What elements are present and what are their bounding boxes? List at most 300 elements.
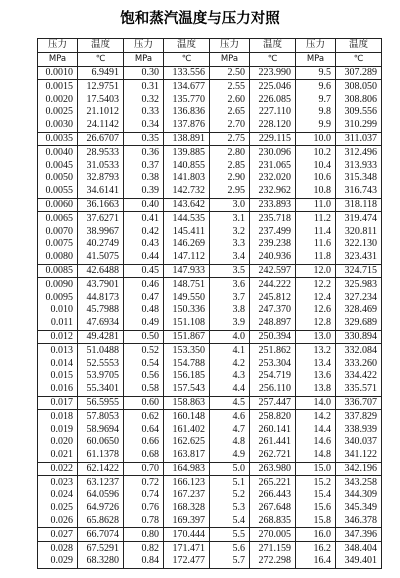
temperature-cell: 135.770 <box>164 93 210 106</box>
temperature-cell: 250.394 <box>250 330 296 344</box>
pressure-cell: 3.1 <box>210 212 250 225</box>
temperature-cell: 49.4281 <box>78 330 124 344</box>
pressure-cell: 0.020 <box>38 436 78 449</box>
temperature-cell: 348.404 <box>336 542 382 555</box>
pressure-cell: 12.4 <box>296 291 336 304</box>
table-row <box>38 198 382 212</box>
pressure-cell: 0.024 <box>38 489 78 502</box>
temperature-cell: 316.743 <box>336 185 382 198</box>
pressure-cell: 12.8 <box>296 317 336 330</box>
temperature-cell: 315.348 <box>336 172 382 185</box>
pressure-cell: 0.40 <box>124 198 164 212</box>
temperature-cell: 44.8173 <box>78 291 124 304</box>
temperature-cell: 336.707 <box>336 396 382 410</box>
temperature-cell: 327.234 <box>336 291 382 304</box>
temperature-cell: 320.811 <box>336 225 382 238</box>
temperature-cell: 227.110 <box>250 106 296 119</box>
pressure-cell: 12.0 <box>296 264 336 278</box>
temperature-cell: 61.1378 <box>78 449 124 462</box>
temperature-cell: 313.933 <box>336 159 382 172</box>
temperature-cell: 138.891 <box>164 132 210 146</box>
header-pressure: 压力 <box>296 39 336 53</box>
temperature-cell: 263.980 <box>250 462 296 476</box>
temperature-cell: 58.9694 <box>78 423 124 436</box>
pressure-cell: 3.7 <box>210 291 250 304</box>
pressure-cell: 0.36 <box>124 146 164 159</box>
pressure-cell: 15.0 <box>296 462 336 476</box>
temperature-cell: 133.556 <box>164 66 210 80</box>
temperature-cell: 333.260 <box>336 357 382 370</box>
pressure-cell: 11.6 <box>296 238 336 251</box>
temperature-cell: 325.983 <box>336 278 382 291</box>
pressure-cell: 0.0035 <box>38 132 78 146</box>
pressure-cell: 11.4 <box>296 225 336 238</box>
temperature-cell: 63.1237 <box>78 476 124 489</box>
pressure-cell: 0.010 <box>38 304 78 317</box>
temperature-cell: 337.829 <box>336 410 382 423</box>
temperature-cell: 31.0533 <box>78 159 124 172</box>
pressure-cell: 13.6 <box>296 370 336 383</box>
pressure-cell: 2.85 <box>210 159 250 172</box>
pressure-cell: 0.68 <box>124 449 164 462</box>
pressure-cell: 2.90 <box>210 172 250 185</box>
temperature-cell: 312.496 <box>336 146 382 159</box>
temperature-cell: 232.020 <box>250 172 296 185</box>
pressure-cell: 9.5 <box>296 66 336 80</box>
unit-cell: MPa <box>124 52 164 66</box>
temperature-cell: 228.120 <box>250 119 296 132</box>
pressure-cell: 5.0 <box>210 462 250 476</box>
pressure-cell: 14.8 <box>296 449 336 462</box>
temperature-cell: 318.118 <box>336 198 382 212</box>
temperature-cell: 172.477 <box>164 555 210 568</box>
temperature-cell: 324.715 <box>336 264 382 278</box>
pressure-cell: 0.0015 <box>38 80 78 93</box>
table-row <box>38 528 382 542</box>
temperature-cell: 139.885 <box>164 146 210 159</box>
temperature-cell: 136.836 <box>164 106 210 119</box>
temperature-cell: 338.939 <box>336 423 382 436</box>
temperature-cell: 47.6934 <box>78 317 124 330</box>
table-row <box>38 159 382 172</box>
table-row <box>38 476 382 489</box>
temperature-cell: 330.894 <box>336 330 382 344</box>
temperature-cell: 231.065 <box>250 159 296 172</box>
pressure-cell: 0.56 <box>124 370 164 383</box>
temperature-cell: 160.148 <box>164 410 210 423</box>
temperature-cell: 12.9751 <box>78 80 124 93</box>
temperature-cell: 342.196 <box>336 462 382 476</box>
pressure-cell: 0.58 <box>124 383 164 396</box>
temperature-cell: 308.806 <box>336 93 382 106</box>
temperature-cell: 344.309 <box>336 489 382 502</box>
table-row <box>38 251 382 264</box>
pressure-cell: 0.44 <box>124 251 164 264</box>
pressure-cell: 0.82 <box>124 542 164 555</box>
table-row <box>38 370 382 383</box>
pressure-cell: 4.0 <box>210 330 250 344</box>
temperature-cell: 28.9533 <box>78 146 124 159</box>
temperature-cell: 341.122 <box>336 449 382 462</box>
pressure-cell: 0.025 <box>38 502 78 515</box>
temperature-cell: 258.820 <box>250 410 296 423</box>
pressure-cell: 2.50 <box>210 66 250 80</box>
pressure-cell: 0.42 <box>124 225 164 238</box>
pressure-cell: 4.4 <box>210 383 250 396</box>
pressure-cell: 4.7 <box>210 423 250 436</box>
table-row <box>38 66 382 80</box>
pressure-cell: 0.016 <box>38 383 78 396</box>
pressure-cell: 0.012 <box>38 330 78 344</box>
pressure-cell: 16.2 <box>296 542 336 555</box>
pressure-cell: 0.54 <box>124 357 164 370</box>
pressure-cell: 2.75 <box>210 132 250 146</box>
header-pressure: 压力 <box>124 39 164 53</box>
table-row <box>38 93 382 106</box>
temperature-cell: 267.648 <box>250 502 296 515</box>
pressure-cell: 15.6 <box>296 502 336 515</box>
header-temperature: 温度 <box>336 39 382 53</box>
pressure-cell: 0.013 <box>38 344 78 357</box>
pressure-cell: 0.014 <box>38 357 78 370</box>
pressure-cell: 0.45 <box>124 264 164 278</box>
temperature-cell: 43.7901 <box>78 278 124 291</box>
pressure-cell: 0.0085 <box>38 264 78 278</box>
pressure-cell: 3.3 <box>210 238 250 251</box>
pressure-cell: 9.6 <box>296 80 336 93</box>
pressure-cell: 0.43 <box>124 238 164 251</box>
pressure-cell: 0.49 <box>124 317 164 330</box>
pressure-cell: 0.74 <box>124 489 164 502</box>
pressure-cell: 10.6 <box>296 172 336 185</box>
pressure-cell: 0.027 <box>38 528 78 542</box>
temperature-cell: 64.0596 <box>78 489 124 502</box>
table-row <box>38 212 382 225</box>
pressure-cell: 5.6 <box>210 542 250 555</box>
temperature-cell: 239.238 <box>250 238 296 251</box>
pressure-cell: 0.029 <box>38 555 78 568</box>
table-row <box>38 119 382 132</box>
temperature-cell: 169.397 <box>164 515 210 528</box>
temperature-cell: 268.835 <box>250 515 296 528</box>
temperature-cell: 334.422 <box>336 370 382 383</box>
temperature-cell: 32.8793 <box>78 172 124 185</box>
temperature-cell: 21.1012 <box>78 106 124 119</box>
pressure-cell: 4.8 <box>210 436 250 449</box>
pressure-cell: 0.0020 <box>38 93 78 106</box>
pressure-cell: 0.019 <box>38 423 78 436</box>
temperature-cell: 147.112 <box>164 251 210 264</box>
table-row <box>38 489 382 502</box>
pressure-cell: 0.60 <box>124 396 164 410</box>
header-temperature: 温度 <box>250 39 296 53</box>
temperature-cell: 146.269 <box>164 238 210 251</box>
temperature-cell: 233.893 <box>250 198 296 212</box>
temperature-cell: 167.237 <box>164 489 210 502</box>
table-row <box>38 449 382 462</box>
pressure-cell: 3.6 <box>210 278 250 291</box>
temperature-cell: 38.9967 <box>78 225 124 238</box>
temperature-cell: 57.8053 <box>78 410 124 423</box>
table-row <box>38 383 382 396</box>
pressure-cell: 9.9 <box>296 119 336 132</box>
temperature-cell: 34.6141 <box>78 185 124 198</box>
temperature-cell: 240.936 <box>250 251 296 264</box>
unit-cell: MPa <box>296 52 336 66</box>
temperature-cell: 225.046 <box>250 80 296 93</box>
pressure-cell: 13.0 <box>296 330 336 344</box>
temperature-cell: 151.867 <box>164 330 210 344</box>
table-row <box>38 423 382 436</box>
temperature-cell: 144.535 <box>164 212 210 225</box>
pressure-cell: 0.0050 <box>38 172 78 185</box>
temperature-cell: 242.597 <box>250 264 296 278</box>
table-row <box>38 502 382 515</box>
temperature-cell: 223.990 <box>250 66 296 80</box>
temperature-cell: 335.571 <box>336 383 382 396</box>
temperature-cell: 17.5403 <box>78 93 124 106</box>
temperature-cell: 148.751 <box>164 278 210 291</box>
table-row <box>38 238 382 251</box>
table-row <box>38 278 382 291</box>
pressure-cell: 14.4 <box>296 423 336 436</box>
pressure-cell: 0.76 <box>124 502 164 515</box>
pressure-cell: 10.0 <box>296 132 336 146</box>
pressure-cell: 0.0025 <box>38 106 78 119</box>
pressure-cell: 0.37 <box>124 159 164 172</box>
pressure-cell: 13.4 <box>296 357 336 370</box>
pressure-cell: 0.84 <box>124 555 164 568</box>
pressure-cell: 5.3 <box>210 502 250 515</box>
pressure-cell: 0.0055 <box>38 185 78 198</box>
table-row <box>38 396 382 410</box>
header-pressure: 压力 <box>210 39 250 53</box>
temperature-cell: 323.431 <box>336 251 382 264</box>
temperature-cell: 319.474 <box>336 212 382 225</box>
temperature-cell: 143.642 <box>164 198 210 212</box>
pressure-cell: 4.2 <box>210 357 250 370</box>
temperature-cell: 310.299 <box>336 119 382 132</box>
pressure-cell: 15.2 <box>296 476 336 489</box>
table-row <box>38 172 382 185</box>
temperature-cell: 266.443 <box>250 489 296 502</box>
temperature-cell: 308.050 <box>336 80 382 93</box>
pressure-cell: 0.64 <box>124 423 164 436</box>
temperature-cell: 229.115 <box>250 132 296 146</box>
temperature-cell: 232.962 <box>250 185 296 198</box>
pressure-cell: 3.8 <box>210 304 250 317</box>
temperature-cell: 311.037 <box>336 132 382 146</box>
pressure-cell: 0.021 <box>38 449 78 462</box>
pressure-cell: 2.65 <box>210 106 250 119</box>
temperature-cell: 261.441 <box>250 436 296 449</box>
pressure-cell: 11.2 <box>296 212 336 225</box>
temperature-cell: 346.378 <box>336 515 382 528</box>
pressure-cell: 0.38 <box>124 172 164 185</box>
pressure-cell: 5.5 <box>210 528 250 542</box>
pressure-cell: 0.022 <box>38 462 78 476</box>
temperature-cell: 340.037 <box>336 436 382 449</box>
temperature-cell: 157.543 <box>164 383 210 396</box>
temperature-cell: 66.7074 <box>78 528 124 542</box>
pressure-cell: 3.9 <box>210 317 250 330</box>
temperature-cell: 142.732 <box>164 185 210 198</box>
page-title: 饱和蒸汽温度与压力对照 <box>120 10 280 27</box>
unit-cell: ℃ <box>336 52 382 66</box>
temperature-cell: 51.0488 <box>78 344 124 357</box>
pressure-cell: 5.2 <box>210 489 250 502</box>
table-row <box>38 317 382 330</box>
pressure-cell: 5.4 <box>210 515 250 528</box>
temperature-cell: 45.7988 <box>78 304 124 317</box>
pressure-cell: 4.3 <box>210 370 250 383</box>
temperature-cell: 272.298 <box>250 555 296 568</box>
pressure-cell: 14.6 <box>296 436 336 449</box>
temperature-cell: 151.108 <box>164 317 210 330</box>
unit-cell: MPa <box>38 52 78 66</box>
temperature-cell: 68.3280 <box>78 555 124 568</box>
pressure-cell: 0.66 <box>124 436 164 449</box>
table-row <box>38 357 382 370</box>
pressure-cell: 2.80 <box>210 146 250 159</box>
pressure-cell: 5.1 <box>210 476 250 489</box>
temperature-cell: 141.803 <box>164 172 210 185</box>
table-row <box>38 106 382 119</box>
temperature-cell: 166.123 <box>164 476 210 489</box>
unit-cell: MPa <box>210 52 250 66</box>
temperature-cell: 60.0650 <box>78 436 124 449</box>
pressure-cell: 0.47 <box>124 291 164 304</box>
pressure-cell: 0.78 <box>124 515 164 528</box>
temperature-cell: 161.402 <box>164 423 210 436</box>
pressure-cell: 0.028 <box>38 542 78 555</box>
unit-cell: ℃ <box>78 52 124 66</box>
temperature-cell: 154.788 <box>164 357 210 370</box>
temperature-cell: 265.221 <box>250 476 296 489</box>
temperature-cell: 347.396 <box>336 528 382 542</box>
temperature-cell: 149.550 <box>164 291 210 304</box>
temperature-cell: 64.9726 <box>78 502 124 515</box>
temperature-cell: 171.471 <box>164 542 210 555</box>
pressure-cell: 0.0030 <box>38 119 78 132</box>
temperature-cell: 257.447 <box>250 396 296 410</box>
temperature-cell: 158.863 <box>164 396 210 410</box>
pressure-cell: 4.9 <box>210 449 250 462</box>
temperature-cell: 42.6488 <box>78 264 124 278</box>
pressure-cell: 10.2 <box>296 146 336 159</box>
temperature-cell: 156.185 <box>164 370 210 383</box>
temperature-cell: 332.084 <box>336 344 382 357</box>
temperature-cell: 140.855 <box>164 159 210 172</box>
pressure-cell: 2.95 <box>210 185 250 198</box>
table-row <box>38 344 382 357</box>
temperature-cell: 55.3401 <box>78 383 124 396</box>
unit-row <box>38 52 382 66</box>
pressure-cell: 0.50 <box>124 330 164 344</box>
table-row <box>38 436 382 449</box>
pressure-cell: 13.2 <box>296 344 336 357</box>
pressure-cell: 0.80 <box>124 528 164 542</box>
pressure-cell: 0.0090 <box>38 278 78 291</box>
temperature-cell: 40.2749 <box>78 238 124 251</box>
temperature-cell: 62.1422 <box>78 462 124 476</box>
table-row <box>38 264 382 278</box>
temperature-cell: 253.304 <box>250 357 296 370</box>
temperature-cell: 26.6707 <box>78 132 124 146</box>
temperature-cell: 37.6271 <box>78 212 124 225</box>
temperature-cell: 65.8628 <box>78 515 124 528</box>
steam-table <box>37 38 382 569</box>
temperature-cell: 328.469 <box>336 304 382 317</box>
pressure-cell: 11.8 <box>296 251 336 264</box>
pressure-cell: 2.70 <box>210 119 250 132</box>
temperature-cell: 41.5075 <box>78 251 124 264</box>
pressure-cell: 0.33 <box>124 106 164 119</box>
pressure-cell: 4.1 <box>210 344 250 357</box>
temperature-cell: 145.411 <box>164 225 210 238</box>
pressure-cell: 0.39 <box>124 185 164 198</box>
table-row <box>38 330 382 344</box>
pressure-cell: 0.017 <box>38 396 78 410</box>
temperature-cell: 309.556 <box>336 106 382 119</box>
temperature-cell: 349.401 <box>336 555 382 568</box>
pressure-cell: 3.5 <box>210 264 250 278</box>
pressure-cell: 11.0 <box>296 198 336 212</box>
temperature-cell: 56.5955 <box>78 396 124 410</box>
pressure-cell: 0.0080 <box>38 251 78 264</box>
pressure-cell: 15.4 <box>296 489 336 502</box>
temperature-cell: 164.983 <box>164 462 210 476</box>
temperature-cell: 134.677 <box>164 80 210 93</box>
pressure-cell: 5.7 <box>210 555 250 568</box>
temperature-cell: 345.349 <box>336 502 382 515</box>
pressure-cell: 9.8 <box>296 106 336 119</box>
temperature-cell: 168.328 <box>164 502 210 515</box>
temperature-cell: 244.222 <box>250 278 296 291</box>
temperature-cell: 247.370 <box>250 304 296 317</box>
temperature-cell: 137.876 <box>164 119 210 132</box>
pressure-cell: 0.41 <box>124 212 164 225</box>
pressure-cell: 0.011 <box>38 317 78 330</box>
header-pressure: 压力 <box>38 39 78 53</box>
table-row <box>38 304 382 317</box>
temperature-cell: 270.005 <box>250 528 296 542</box>
pressure-cell: 15.8 <box>296 515 336 528</box>
pressure-cell: 0.30 <box>124 66 164 80</box>
temperature-cell: 307.289 <box>336 66 382 80</box>
table-row <box>38 542 382 555</box>
header-temperature: 温度 <box>164 39 210 53</box>
temperature-cell: 254.719 <box>250 370 296 383</box>
temperature-cell: 163.817 <box>164 449 210 462</box>
table-row <box>38 410 382 423</box>
pressure-cell: 0.0065 <box>38 212 78 225</box>
temperature-cell: 36.1663 <box>78 198 124 212</box>
table-row <box>38 185 382 198</box>
table-row <box>38 462 382 476</box>
table-row <box>38 225 382 238</box>
pressure-cell: 0.026 <box>38 515 78 528</box>
pressure-cell: 0.0070 <box>38 225 78 238</box>
pressure-cell: 0.46 <box>124 278 164 291</box>
table-row <box>38 555 382 568</box>
pressure-cell: 0.48 <box>124 304 164 317</box>
header-temperature: 温度 <box>78 39 124 53</box>
temperature-cell: 251.862 <box>250 344 296 357</box>
pressure-cell: 14.2 <box>296 410 336 423</box>
pressure-cell: 0.0095 <box>38 291 78 304</box>
temperature-cell: 237.499 <box>250 225 296 238</box>
